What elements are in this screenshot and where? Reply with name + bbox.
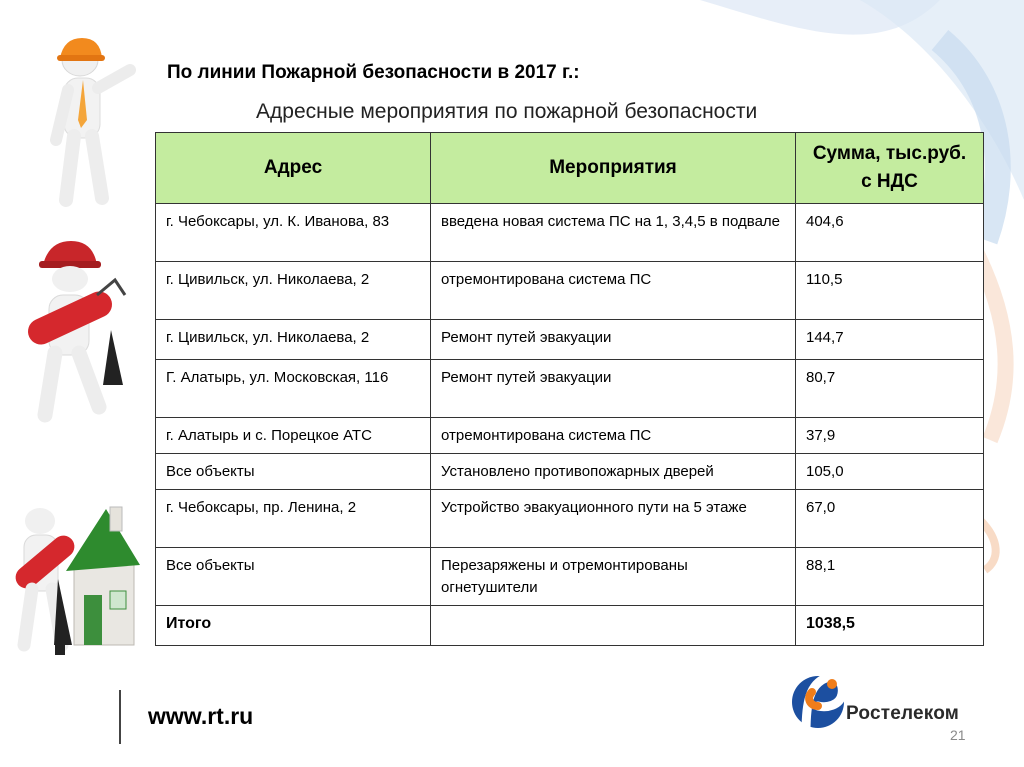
address-cell: г. Чебоксары, ул. К. Иванова, 83 [156, 204, 431, 262]
address-cell: Все объекты [156, 454, 431, 490]
column-header-measures: Мероприятия [431, 133, 796, 204]
amount-cell: 88,1 [796, 548, 984, 606]
fire-safety-measures-table [155, 132, 984, 646]
firefighter-figure-illustration [15, 235, 140, 435]
measure-cell: отремонтирована система ПС [431, 262, 796, 320]
address-cell: Г. Алатырь, ул. Московская, 116 [156, 360, 431, 418]
total-amount-cell: 1038,5 [796, 606, 984, 646]
amount-cell: 37,9 [796, 418, 984, 454]
footer-divider [119, 690, 121, 744]
amount-cell: 80,7 [796, 360, 984, 418]
house-extinguisher-illustration [10, 495, 145, 655]
amount-cell: 67,0 [796, 490, 984, 548]
measure-cell: Ремонт путей эвакуации [431, 360, 796, 418]
table-row [156, 204, 984, 262]
rostelecom-logo-icon [788, 662, 848, 747]
address-cell: г. Цивильск, ул. Николаева, 2 [156, 320, 431, 360]
measure-cell: Устройство эвакуационного пути на 5 этаже [431, 490, 796, 548]
slide-heading: По линии Пожарной безопасности в 2017 г.: [167, 62, 580, 83]
table-row [156, 454, 984, 490]
builder-figure-illustration [30, 30, 140, 210]
brand-name: Ростелеком [846, 703, 960, 724]
address-cell: г. Цивильск, ул. Николаева, 2 [156, 262, 431, 320]
table-row [156, 548, 984, 606]
table-row [156, 360, 984, 418]
address-cell: Все объекты [156, 548, 431, 606]
measure-cell: Перезаряжены и отремонтированы огнетушители [431, 548, 796, 606]
table-total-row [156, 606, 984, 646]
address-cell: г. Алатырь и с. Порецкое АТС [156, 418, 431, 454]
site-url-link[interactable]: www.rt.ru [148, 703, 254, 729]
amount-cell: 144,7 [796, 320, 984, 360]
column-header-address: Адрес [156, 133, 431, 204]
total-label-cell: Итого [156, 606, 431, 646]
amount-cell: 404,6 [796, 204, 984, 262]
table-row [156, 320, 984, 360]
table-header-row [156, 133, 984, 204]
measure-cell: Ремонт путей эвакуации [431, 320, 796, 360]
table-row [156, 262, 984, 320]
measure-cell: введена новая система ПС на 1, 3,4,5 в подвале [431, 204, 796, 262]
column-header-amount: Сумма, тыс.руб. с НДС [796, 133, 984, 204]
total-empty-cell [431, 606, 796, 646]
address-cell: г. Чебоксары, пр. Ленина, 2 [156, 490, 431, 548]
amount-cell: 105,0 [796, 454, 984, 490]
table-row [156, 490, 984, 548]
table-row [156, 418, 984, 454]
slide-subheading: Адресные мероприятия по пожарной безопасности [256, 100, 758, 123]
amount-cell: 110,5 [796, 262, 984, 320]
measure-cell: отремонтирована система ПС [431, 418, 796, 454]
measure-cell: Установлено противопожарных дверей [431, 454, 796, 490]
slide-number: 21 [950, 727, 966, 743]
